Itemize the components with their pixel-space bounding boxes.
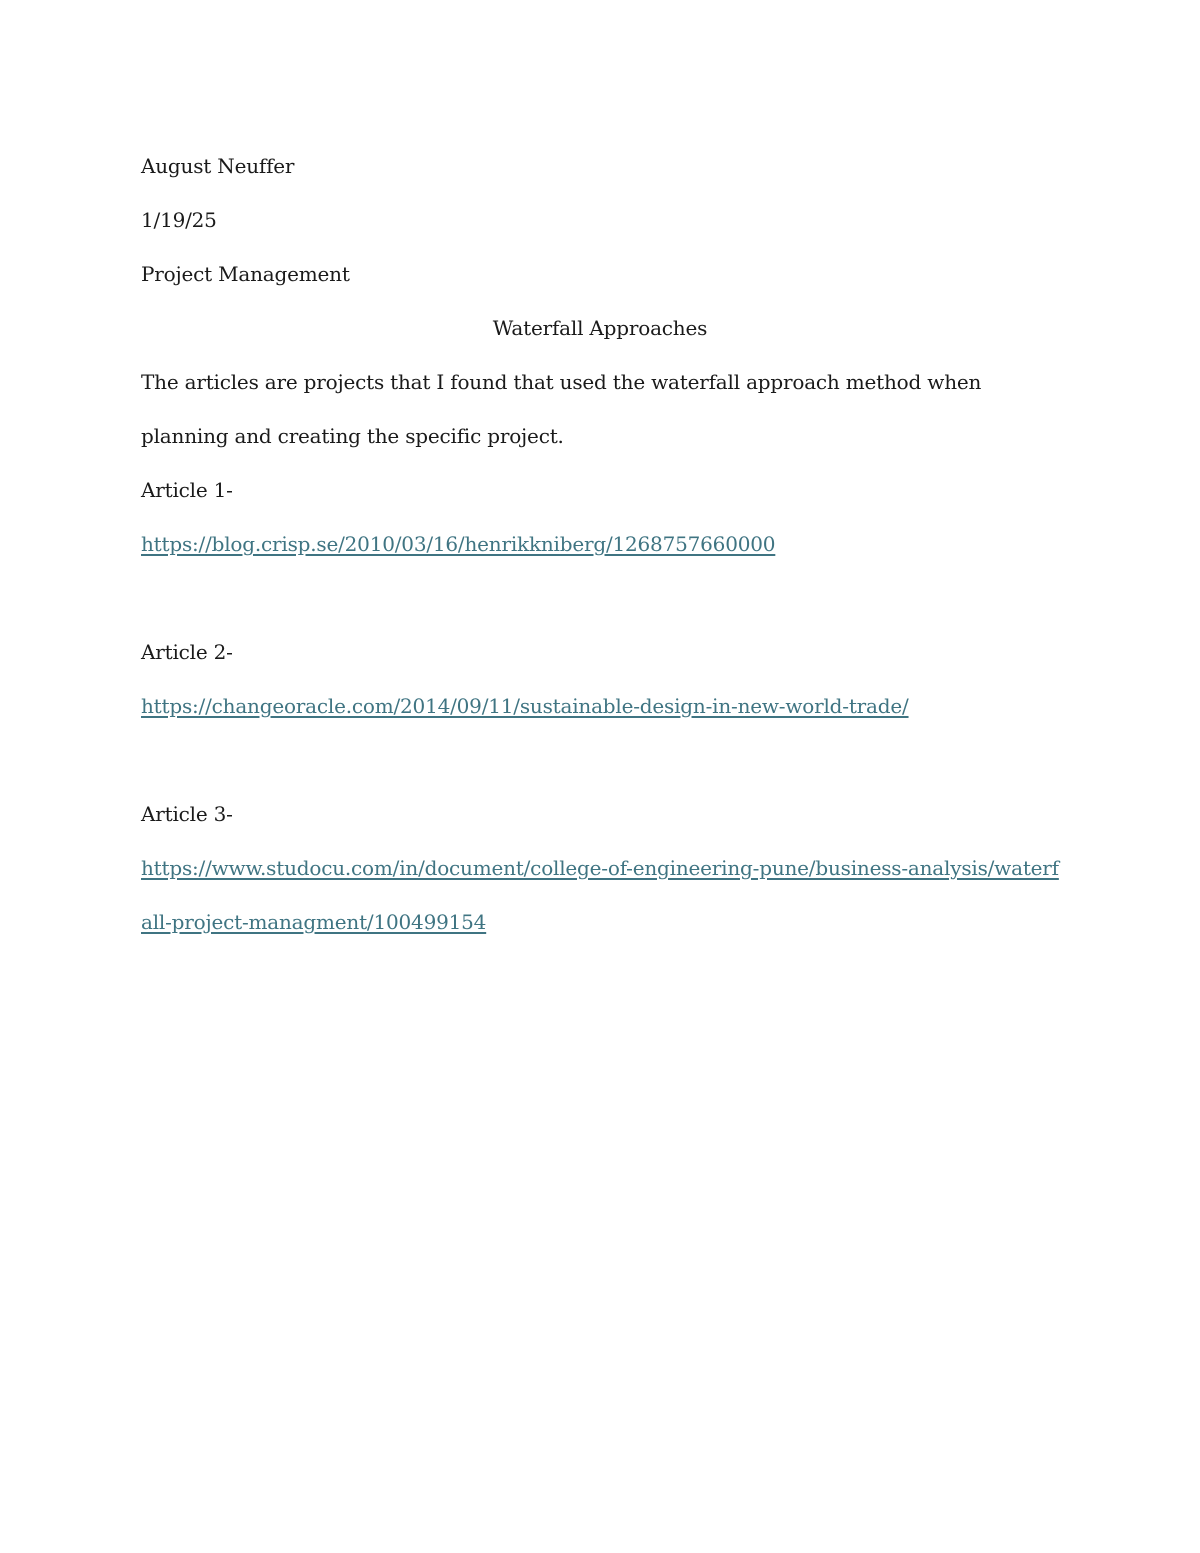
article-2-link[interactable]: https://changeoracle.com/2014/09/11/sustainable-design-in-new-world-trade/ bbox=[141, 694, 909, 718]
author-name: August Neuffer bbox=[141, 154, 295, 178]
course-name: Project Management bbox=[141, 262, 350, 286]
document-title: Waterfall Approaches bbox=[492, 316, 708, 340]
spacer bbox=[141, 571, 1059, 625]
article-1-link[interactable]: https://blog.crisp.se/2010/03/16/henrikkniberg/1268757660000 bbox=[141, 532, 776, 556]
intro-paragraph: The articles are projects that I found that used the waterfall approach method when planning and creating the specific project. bbox=[141, 370, 982, 448]
document-date: 1/19/25 bbox=[141, 208, 217, 232]
article-2-label: Article 2- bbox=[141, 640, 233, 664]
article-3-link[interactable]: https://www.studocu.com/in/document/college-of-engineering-pune/business-analysis/waterfall-project-managment/100499154 bbox=[141, 856, 1059, 934]
document-body bbox=[141, 139, 1059, 949]
article-1-label: Article 1- bbox=[141, 478, 233, 502]
spacer bbox=[141, 733, 1059, 787]
article-3-label: Article 3- bbox=[141, 802, 233, 826]
